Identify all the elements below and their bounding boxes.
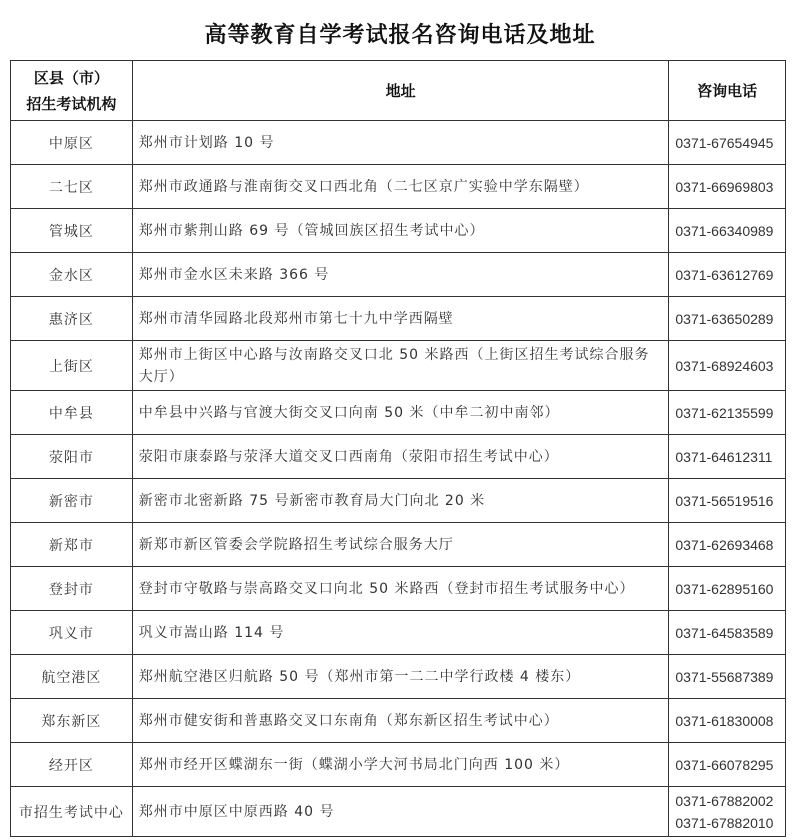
phone-number: 0371-61830008 [675,712,774,729]
phone-number: 0371-66969803 [675,178,774,195]
address-cell: 中牟县中兴路与官渡大街交叉口向南 50 米（中牟二初中南邻） [132,391,669,435]
address-cell: 郑州市清华园路北段郑州市第七十九中学西隔壁 [132,297,669,341]
address-cell: 郑州市上街区中心路与汝南路交叉口北 50 米路西（上街区招生考试综合服务大厅） [132,341,669,391]
table-row [11,523,786,567]
table-row [11,165,786,209]
table-row [11,121,786,165]
phone-number: 0371-62895160 [675,580,774,597]
phone-cell [669,567,786,611]
table-row [11,699,786,743]
phone-number: 0371-63612769 [675,266,774,283]
phone-number: 0371-67654945 [675,134,774,151]
phone-number: 0371-67882002 [675,792,774,809]
address-cell: 荥阳市康泰路与荥泽大道交叉口西南角（荥阳市招生考试中心） [132,435,669,479]
address-cell: 郑州航空港区归航路 50 号（郑州市第一二二中学行政楼 4 楼东） [132,655,669,699]
district-cell: 登封市 [11,567,133,611]
district-cell: 巩义市 [11,611,133,655]
district-cell: 金水区 [11,253,133,297]
address-cell: 新密市北密新路 75 号新密市教育局大门向北 20 米 [132,479,669,523]
table-row [11,253,786,297]
header-district-line1: 区县（市） [33,68,109,87]
address-cell: 郑州市中原区中原西路 40 号 [132,787,669,837]
district-cell: 郑东新区 [11,699,133,743]
table-row [11,787,786,837]
address-cell: 巩义市嵩山路 114 号 [132,611,669,655]
phone-cell [669,611,786,655]
header-district [11,61,133,121]
table-row [11,611,786,655]
address-cell: 登封市守敬路与崇高路交叉口向北 50 米路西（登封市招生考试服务中心） [132,567,669,611]
district-cell: 经开区 [11,743,133,787]
phone-cell [669,479,786,523]
district-cell: 新郑市 [11,523,133,567]
phone-cell [669,165,786,209]
phone-number: 0371-66340989 [675,222,774,239]
phone-cell [669,523,786,567]
phone-number: 0371-55687389 [675,668,774,685]
phone-number: 0371-66078295 [675,756,774,773]
table-row [11,479,786,523]
district-cell: 新密市 [11,479,133,523]
table-row [11,743,786,787]
district-cell: 荥阳市 [11,435,133,479]
phone-number: 0371-62693468 [675,536,774,553]
phone-cell [669,743,786,787]
address-cell: 新郑市新区管委会学院路招生考试综合服务大厅 [132,523,669,567]
district-cell: 市招生考试中心 [11,787,133,837]
table-body [11,121,786,837]
header-address: 地址 [132,61,669,121]
district-cell: 惠济区 [11,297,133,341]
address-cell: 郑州市政通路与淮南街交叉口西北角（二七区京广实验中学东隔壁） [132,165,669,209]
phone-cell [669,391,786,435]
page-title: 高等教育自学考试报名咨询电话及地址 [204,22,596,48]
address-cell: 郑州市金水区未来路 366 号 [132,253,669,297]
table-row [11,297,786,341]
table-row [11,655,786,699]
phone-cell [669,699,786,743]
phone-number: 0371-62135599 [675,404,774,421]
district-cell: 上街区 [11,341,133,391]
table-row [11,567,786,611]
phone-number: 0371-63650289 [675,310,774,327]
table-row [11,209,786,253]
phone-cell [669,209,786,253]
district-cell: 航空港区 [11,655,133,699]
district-cell: 中牟县 [11,391,133,435]
phone-cell [669,297,786,341]
phone-number: 0371-56519516 [675,492,774,509]
phone-number: 0371-64612311 [675,448,773,465]
table-row [11,391,786,435]
contact-table [10,60,786,837]
phone-cell [669,253,786,297]
address-cell: 郑州市经开区蝶湖东一街（蝶湖小学大河书局北门向西 100 米） [132,743,669,787]
phone-number: 0371-68924603 [675,357,774,374]
phone-number: 0371-64583589 [675,624,774,641]
phone-cell [669,121,786,165]
table-row [11,341,786,391]
address-cell: 郑州市计划路 10 号 [132,121,669,165]
phone-cell [669,655,786,699]
district-cell: 管城区 [11,209,133,253]
address-cell: 郑州市健安街和普惠路交叉口东南角（郑东新区招生考试中心） [132,699,669,743]
phone-cell [669,435,786,479]
address-cell: 郑州市紫荆山路 69 号（管城回族区招生考试中心） [132,209,669,253]
phone-cell [669,787,786,837]
table-header-row [11,61,786,121]
district-cell: 中原区 [11,121,133,165]
district-cell: 二七区 [11,165,133,209]
header-district-line2: 招生考试机构 [26,94,117,113]
header-phone: 咨询电话 [669,61,786,121]
table-row [11,435,786,479]
phone-number: 0371-67882010 [675,814,774,831]
phone-cell [669,341,786,391]
